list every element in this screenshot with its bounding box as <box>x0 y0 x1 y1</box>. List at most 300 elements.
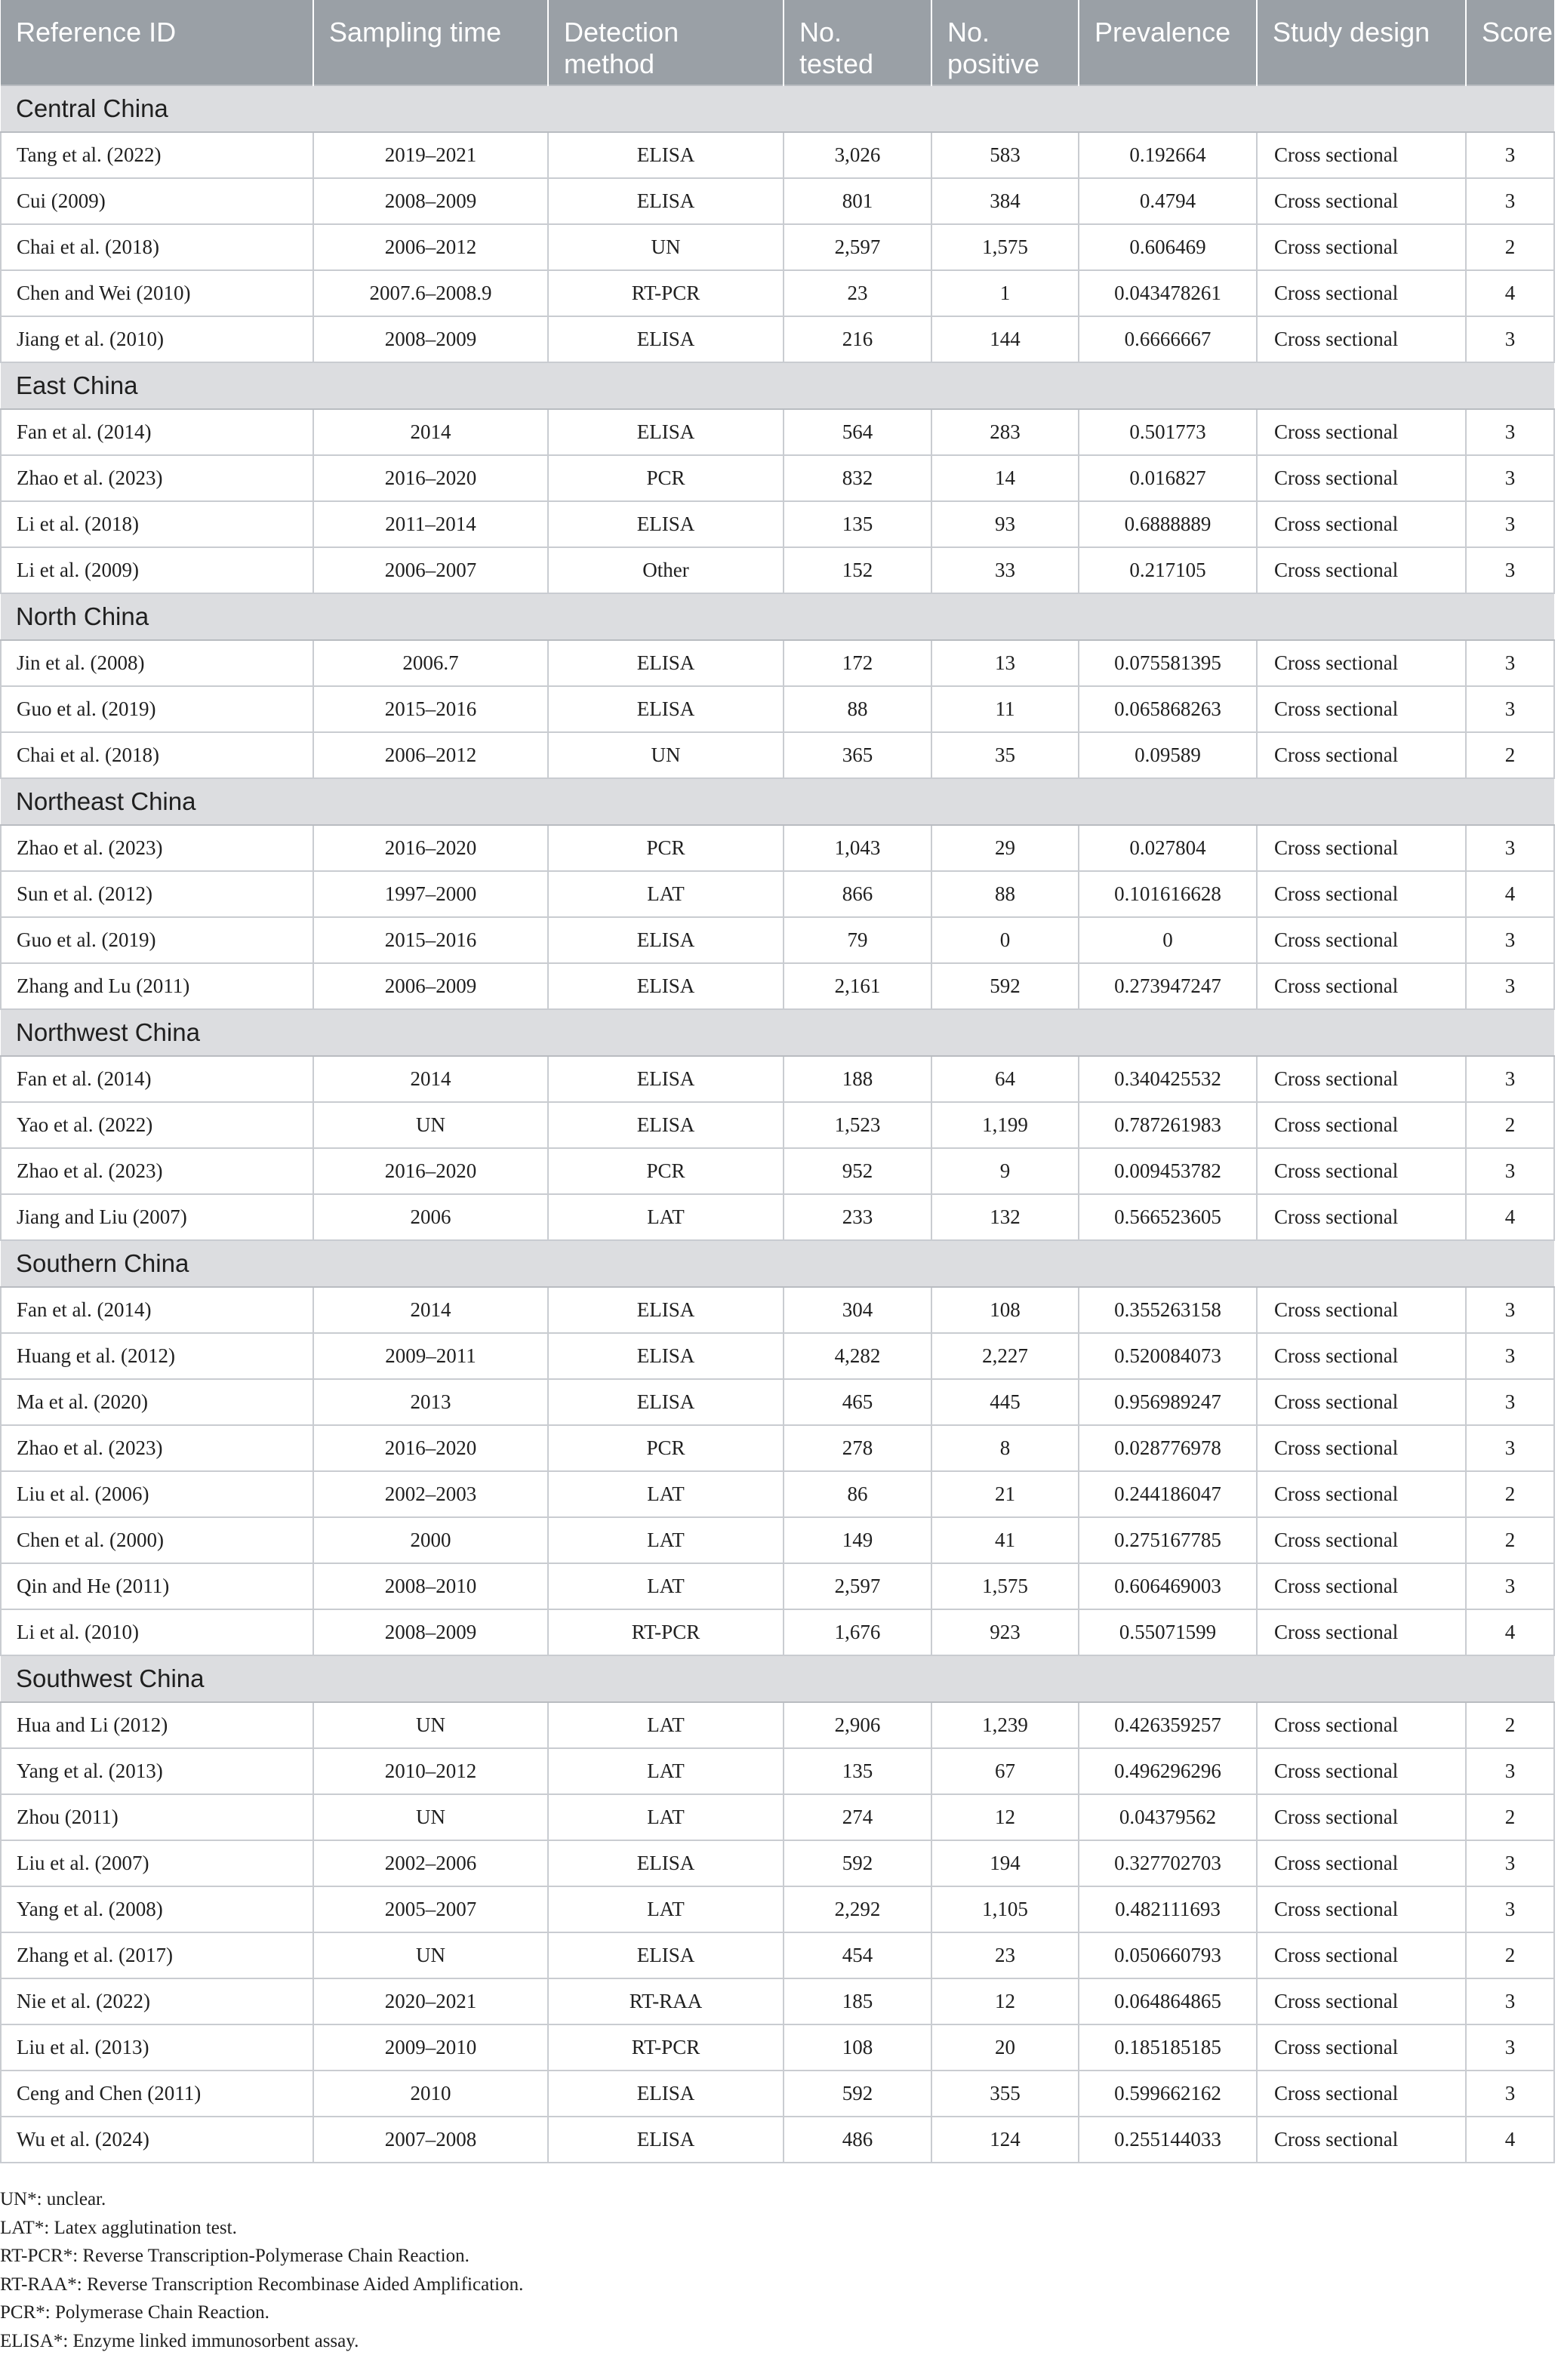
cell-study-design: Cross sectional <box>1257 501 1466 547</box>
cell-sampling-time: 2006.7 <box>313 640 548 686</box>
cell-study-design: Cross sectional <box>1257 686 1466 732</box>
cell-sampling-time: 2008–2010 <box>313 1563 548 1609</box>
region-label: Central China <box>1 85 1554 132</box>
cell-no-tested: 88 <box>784 686 931 732</box>
footnote: LAT*: Latex agglutination test. <box>0 2217 237 2238</box>
cell-no-tested: 274 <box>784 1794 931 1840</box>
footnote: RT-PCR*: Reverse Transcription-Polymerase Chain Reaction. <box>0 2246 470 2267</box>
cell-study-design: Cross sectional <box>1257 1886 1466 1932</box>
cell-prevalence: 0.327702703 <box>1079 1840 1257 1886</box>
cell-no-positive: 88 <box>931 871 1079 917</box>
cell-no-tested: 952 <box>784 1148 931 1194</box>
cell-prevalence: 0.787261983 <box>1079 1102 1257 1148</box>
cell-study-design: Cross sectional <box>1257 2024 1466 2071</box>
cell-sampling-time: 2010–2012 <box>313 1748 548 1794</box>
cell-no-positive: 20 <box>931 2024 1079 2071</box>
cell-prevalence: 0.520084073 <box>1079 1333 1257 1379</box>
cell-prevalence: 0.6666667 <box>1079 316 1257 362</box>
footnote: PCR*: Polymerase Chain Reaction. <box>0 2302 269 2323</box>
cell-prevalence: 0.496296296 <box>1079 1748 1257 1794</box>
cell-no-tested: 216 <box>784 316 931 362</box>
cell-study-design: Cross sectional <box>1257 1932 1466 1978</box>
cell-sampling-time: 2016–2020 <box>313 1425 548 1471</box>
cell-score: 3 <box>1466 1287 1554 1333</box>
cell-detection-method: ELISA <box>548 2071 784 2117</box>
cell-no-tested: 2,597 <box>784 224 931 270</box>
cell-detection-method: LAT <box>548 1886 784 1932</box>
cell-sampling-time: 2011–2014 <box>313 501 548 547</box>
cell-detection-method: ELISA <box>548 1840 784 1886</box>
cell-reference-id: Zhang and Lu (2011) <box>1 963 313 1009</box>
table-row <box>1 963 1554 1009</box>
table-row <box>1 409 1554 455</box>
cell-no-positive: 9 <box>931 1148 1079 1194</box>
cell-sampling-time: UN <box>313 1702 548 1748</box>
cell-no-positive: 923 <box>931 1609 1079 1655</box>
cell-detection-method: RT-PCR <box>548 270 784 316</box>
cell-sampling-time: 2008–2009 <box>313 178 548 224</box>
cell-no-positive: 108 <box>931 1287 1079 1333</box>
cell-sampling-time: 2009–2011 <box>313 1333 548 1379</box>
cell-reference-id: Fan et al. (2014) <box>1 1056 313 1102</box>
cell-no-tested: 486 <box>784 2117 931 2163</box>
cell-study-design: Cross sectional <box>1257 2117 1466 2163</box>
cell-study-design: Cross sectional <box>1257 825 1466 871</box>
cell-sampling-time: 2002–2006 <box>313 1840 548 1886</box>
cell-prevalence: 0 <box>1079 917 1257 963</box>
table-row <box>1 1148 1554 1194</box>
cell-prevalence: 0.027804 <box>1079 825 1257 871</box>
cell-study-design: Cross sectional <box>1257 547 1466 593</box>
cell-reference-id: Zhao et al. (2023) <box>1 455 313 501</box>
cell-no-tested: 1,043 <box>784 825 931 871</box>
cell-sampling-time: 2016–2020 <box>313 1148 548 1194</box>
cell-no-positive: 93 <box>931 501 1079 547</box>
cell-detection-method: LAT <box>548 1794 784 1840</box>
cell-sampling-time: 2015–2016 <box>313 917 548 963</box>
cell-no-positive: 1,199 <box>931 1102 1079 1148</box>
cell-study-design: Cross sectional <box>1257 1840 1466 1886</box>
cell-score: 3 <box>1466 1425 1554 1471</box>
cell-no-positive: 29 <box>931 825 1079 871</box>
cell-sampling-time: 2006–2012 <box>313 732 548 778</box>
table-row <box>1 224 1554 270</box>
cell-sampling-time: 1997–2000 <box>313 871 548 917</box>
cell-detection-method: ELISA <box>548 1932 784 1978</box>
table-row <box>1 1886 1554 1932</box>
cell-prevalence: 0.501773 <box>1079 409 1257 455</box>
cell-no-tested: 2,597 <box>784 1563 931 1609</box>
cell-reference-id: Tang et al. (2022) <box>1 132 313 178</box>
cell-no-positive: 445 <box>931 1379 1079 1425</box>
region-label: East China <box>1 362 1554 409</box>
cell-prevalence: 0.075581395 <box>1079 640 1257 686</box>
cell-score: 4 <box>1466 270 1554 316</box>
cell-study-design: Cross sectional <box>1257 409 1466 455</box>
table-row <box>1 1563 1554 1609</box>
cell-no-positive: 283 <box>931 409 1079 455</box>
region-group-row <box>1 593 1554 640</box>
cell-sampling-time: 2019–2021 <box>313 132 548 178</box>
cell-score: 3 <box>1466 2024 1554 2071</box>
cell-prevalence: 0.016827 <box>1079 455 1257 501</box>
table-row <box>1 1102 1554 1148</box>
header-row <box>1 0 1554 85</box>
cell-no-tested: 1,676 <box>784 1609 931 1655</box>
cell-detection-method: UN <box>548 732 784 778</box>
cell-study-design: Cross sectional <box>1257 1978 1466 2024</box>
cell-sampling-time: 2010 <box>313 2071 548 2117</box>
cell-reference-id: Wu et al. (2024) <box>1 2117 313 2163</box>
cell-reference-id: Jin et al. (2008) <box>1 640 313 686</box>
cell-sampling-time: 2014 <box>313 1287 548 1333</box>
cell-prevalence: 0.275167785 <box>1079 1517 1257 1563</box>
cell-prevalence: 0.6888889 <box>1079 501 1257 547</box>
cell-reference-id: Chai et al. (2018) <box>1 732 313 778</box>
cell-study-design: Cross sectional <box>1257 1333 1466 1379</box>
table-row <box>1 270 1554 316</box>
cell-detection-method: RT-PCR <box>548 2024 784 2071</box>
cell-no-positive: 21 <box>931 1471 1079 1517</box>
cell-no-positive: 124 <box>931 2117 1079 2163</box>
cell-detection-method: ELISA <box>548 178 784 224</box>
cell-no-tested: 3,026 <box>784 132 931 178</box>
cell-detection-method: LAT <box>548 871 784 917</box>
cell-prevalence: 0.606469 <box>1079 224 1257 270</box>
cell-score: 3 <box>1466 316 1554 362</box>
cell-reference-id: Yang et al. (2013) <box>1 1748 313 1794</box>
cell-score: 3 <box>1466 1056 1554 1102</box>
table-row <box>1 2024 1554 2071</box>
table-row <box>1 1978 1554 2024</box>
cell-study-design: Cross sectional <box>1257 1517 1466 1563</box>
cell-study-design: Cross sectional <box>1257 178 1466 224</box>
cell-no-positive: 1,239 <box>931 1702 1079 1748</box>
cell-reference-id: Chai et al. (2018) <box>1 224 313 270</box>
cell-reference-id: Liu et al. (2006) <box>1 1471 313 1517</box>
table-row <box>1 316 1554 362</box>
cell-detection-method: ELISA <box>548 1379 784 1425</box>
cell-study-design: Cross sectional <box>1257 1748 1466 1794</box>
cell-score: 3 <box>1466 455 1554 501</box>
cell-score: 4 <box>1466 2117 1554 2163</box>
cell-prevalence: 0.426359257 <box>1079 1702 1257 1748</box>
cell-detection-method: ELISA <box>548 132 784 178</box>
cell-study-design: Cross sectional <box>1257 270 1466 316</box>
table-row <box>1 1609 1554 1655</box>
cell-reference-id: Fan et al. (2014) <box>1 1287 313 1333</box>
cell-score: 3 <box>1466 1148 1554 1194</box>
cell-study-design: Cross sectional <box>1257 1702 1466 1748</box>
cell-reference-id: Liu et al. (2013) <box>1 2024 313 2071</box>
cell-sampling-time: 2008–2009 <box>313 1609 548 1655</box>
cell-study-design: Cross sectional <box>1257 1794 1466 1840</box>
cell-sampling-time: 2000 <box>313 1517 548 1563</box>
cell-sampling-time: 2007–2008 <box>313 2117 548 2163</box>
cell-sampling-time: UN <box>313 1102 548 1148</box>
region-group-row <box>1 85 1554 132</box>
cell-score: 3 <box>1466 409 1554 455</box>
cell-no-tested: 454 <box>784 1932 931 1978</box>
column-header-no-positive: No. positive <box>931 0 1079 85</box>
cell-study-design: Cross sectional <box>1257 917 1466 963</box>
cell-no-positive: 12 <box>931 1978 1079 2024</box>
cell-no-tested: 592 <box>784 2071 931 2117</box>
cell-prevalence: 0.482111693 <box>1079 1886 1257 1932</box>
cell-prevalence: 0.050660793 <box>1079 1932 1257 1978</box>
cell-detection-method: ELISA <box>548 316 784 362</box>
cell-no-tested: 2,906 <box>784 1702 931 1748</box>
cell-prevalence: 0.355263158 <box>1079 1287 1257 1333</box>
cell-sampling-time: 2016–2020 <box>313 825 548 871</box>
cell-study-design: Cross sectional <box>1257 1102 1466 1148</box>
footnote: RT-RAA*: Reverse Transcription Recombinase Aided Amplification. <box>0 2274 524 2295</box>
cell-detection-method: RT-PCR <box>548 1609 784 1655</box>
cell-reference-id: Liu et al. (2007) <box>1 1840 313 1886</box>
cell-no-tested: 86 <box>784 1471 931 1517</box>
cell-prevalence: 0.043478261 <box>1079 270 1257 316</box>
cell-prevalence: 0.273947247 <box>1079 963 1257 1009</box>
cell-reference-id: Zhao et al. (2023) <box>1 1425 313 1471</box>
cell-score: 3 <box>1466 686 1554 732</box>
cell-study-design: Cross sectional <box>1257 316 1466 362</box>
region-label: Northeast China <box>1 778 1554 825</box>
cell-reference-id: Cui (2009) <box>1 178 313 224</box>
table-row <box>1 1471 1554 1517</box>
table-row <box>1 1517 1554 1563</box>
table-row <box>1 132 1554 178</box>
cell-detection-method: ELISA <box>548 1102 784 1148</box>
cell-detection-method: LAT <box>548 1194 784 1240</box>
cell-prevalence: 0.217105 <box>1079 547 1257 593</box>
cell-reference-id: Zhang et al. (2017) <box>1 1932 313 1978</box>
cell-reference-id: Jiang and Liu (2007) <box>1 1194 313 1240</box>
table-row <box>1 501 1554 547</box>
cell-no-positive: 0 <box>931 917 1079 963</box>
cell-score: 3 <box>1466 1840 1554 1886</box>
cell-no-positive: 592 <box>931 963 1079 1009</box>
cell-detection-method: PCR <box>548 1425 784 1471</box>
cell-study-design: Cross sectional <box>1257 455 1466 501</box>
cell-detection-method: PCR <box>548 455 784 501</box>
cell-detection-method: ELISA <box>548 1287 784 1333</box>
cell-score: 3 <box>1466 1379 1554 1425</box>
cell-score: 3 <box>1466 1563 1554 1609</box>
cell-score: 3 <box>1466 917 1554 963</box>
cell-no-tested: 149 <box>784 1517 931 1563</box>
cell-no-positive: 33 <box>931 547 1079 593</box>
table-row <box>1 640 1554 686</box>
cell-no-positive: 144 <box>931 316 1079 362</box>
table-row <box>1 1794 1554 1840</box>
cell-reference-id: Zhao et al. (2023) <box>1 825 313 871</box>
cell-score: 3 <box>1466 1886 1554 1932</box>
cell-prevalence: 0.606469003 <box>1079 1563 1257 1609</box>
table-row <box>1 1748 1554 1794</box>
cell-study-design: Cross sectional <box>1257 1563 1466 1609</box>
cell-score: 3 <box>1466 640 1554 686</box>
footnote: UN*: unclear. <box>0 2189 106 2209</box>
cell-no-positive: 355 <box>931 2071 1079 2117</box>
cell-detection-method: ELISA <box>548 1333 784 1379</box>
cell-detection-method: UN <box>548 224 784 270</box>
region-group-row <box>1 778 1554 825</box>
cell-no-positive: 1,105 <box>931 1886 1079 1932</box>
cell-score: 4 <box>1466 871 1554 917</box>
cell-sampling-time: 2014 <box>313 409 548 455</box>
cell-reference-id: Sun et al. (2012) <box>1 871 313 917</box>
cell-prevalence: 0.09589 <box>1079 732 1257 778</box>
cell-no-tested: 2,161 <box>784 963 931 1009</box>
cell-prevalence: 0.009453782 <box>1079 1148 1257 1194</box>
cell-no-positive: 13 <box>931 640 1079 686</box>
cell-no-tested: 564 <box>784 409 931 455</box>
footnotes <box>0 2185 523 2356</box>
cell-sampling-time: 2016–2020 <box>313 455 548 501</box>
cell-detection-method: ELISA <box>548 963 784 1009</box>
cell-detection-method: LAT <box>548 1748 784 1794</box>
cell-detection-method: ELISA <box>548 686 784 732</box>
cell-study-design: Cross sectional <box>1257 1609 1466 1655</box>
column-header-prevalence: Prevalence <box>1079 0 1257 85</box>
cell-reference-id: Ceng and Chen (2011) <box>1 2071 313 2117</box>
cell-study-design: Cross sectional <box>1257 963 1466 1009</box>
cell-reference-id: Yang et al. (2008) <box>1 1886 313 1932</box>
footnote: ELISA*: Enzyme linked immunosorbent assay. <box>0 2330 359 2351</box>
cell-prevalence: 0.255144033 <box>1079 2117 1257 2163</box>
cell-reference-id: Ma et al. (2020) <box>1 1379 313 1425</box>
cell-no-tested: 152 <box>784 547 931 593</box>
cell-no-tested: 4,282 <box>784 1333 931 1379</box>
cell-no-tested: 465 <box>784 1379 931 1425</box>
cell-detection-method: ELISA <box>548 917 784 963</box>
cell-score: 2 <box>1466 1471 1554 1517</box>
table-row <box>1 1194 1554 1240</box>
cell-score: 2 <box>1466 1932 1554 1978</box>
cell-no-positive: 23 <box>931 1932 1079 1978</box>
cell-prevalence: 0.04379562 <box>1079 1794 1257 1840</box>
cell-sampling-time: 2002–2003 <box>313 1471 548 1517</box>
cell-no-tested: 172 <box>784 640 931 686</box>
cell-no-tested: 1,523 <box>784 1102 931 1148</box>
cell-detection-method: LAT <box>548 1517 784 1563</box>
table-row <box>1 2117 1554 2163</box>
cell-reference-id: Chen et al. (2000) <box>1 1517 313 1563</box>
cell-study-design: Cross sectional <box>1257 1148 1466 1194</box>
cell-reference-id: Nie et al. (2022) <box>1 1978 313 2024</box>
cell-prevalence: 0.192664 <box>1079 132 1257 178</box>
cell-reference-id: Chen and Wei (2010) <box>1 270 313 316</box>
cell-sampling-time: 2008–2009 <box>313 316 548 362</box>
cell-no-tested: 188 <box>784 1056 931 1102</box>
table-row <box>1 1056 1554 1102</box>
cell-study-design: Cross sectional <box>1257 2071 1466 2117</box>
cell-no-positive: 132 <box>931 1194 1079 1240</box>
column-header-no-tested: No. tested <box>784 0 931 85</box>
cell-score: 4 <box>1466 1194 1554 1240</box>
table-row <box>1 1425 1554 1471</box>
cell-prevalence: 0.065868263 <box>1079 686 1257 732</box>
cell-study-design: Cross sectional <box>1257 1379 1466 1425</box>
cell-sampling-time: 2006–2009 <box>313 963 548 1009</box>
table-row <box>1 1702 1554 1748</box>
cell-prevalence: 0.55071599 <box>1079 1609 1257 1655</box>
region-group-row <box>1 1009 1554 1056</box>
cell-no-positive: 1,575 <box>931 224 1079 270</box>
cell-score: 3 <box>1466 963 1554 1009</box>
cell-prevalence: 0.101616628 <box>1079 871 1257 917</box>
region-group-row <box>1 362 1554 409</box>
cell-study-design: Cross sectional <box>1257 1056 1466 1102</box>
cell-score: 3 <box>1466 501 1554 547</box>
table-row <box>1 1840 1554 1886</box>
cell-detection-method: PCR <box>548 1148 784 1194</box>
cell-no-tested: 801 <box>784 178 931 224</box>
cell-sampling-time: 2014 <box>313 1056 548 1102</box>
cell-score: 3 <box>1466 1333 1554 1379</box>
cell-detection-method: LAT <box>548 1471 784 1517</box>
cell-prevalence: 0.064864865 <box>1079 1978 1257 2024</box>
cell-reference-id: Qin and He (2011) <box>1 1563 313 1609</box>
cell-study-design: Cross sectional <box>1257 1425 1466 1471</box>
cell-score: 3 <box>1466 1748 1554 1794</box>
cell-no-tested: 135 <box>784 501 931 547</box>
cell-reference-id: Fan et al. (2014) <box>1 409 313 455</box>
table-row <box>1 825 1554 871</box>
cell-sampling-time: 2007.6–2008.9 <box>313 270 548 316</box>
cell-no-positive: 583 <box>931 132 1079 178</box>
cell-no-positive: 12 <box>931 1794 1079 1840</box>
cell-detection-method: RT-RAA <box>548 1978 784 2024</box>
cell-reference-id: Huang et al. (2012) <box>1 1333 313 1379</box>
cell-detection-method: ELISA <box>548 1056 784 1102</box>
cell-reference-id: Li et al. (2010) <box>1 1609 313 1655</box>
table-row <box>1 686 1554 732</box>
cell-detection-method: PCR <box>548 825 784 871</box>
cell-detection-method: ELISA <box>548 2117 784 2163</box>
cell-no-positive: 11 <box>931 686 1079 732</box>
table-row <box>1 917 1554 963</box>
column-header-detection-method: Detection method <box>548 0 784 85</box>
cell-detection-method: ELISA <box>548 640 784 686</box>
cell-no-tested: 866 <box>784 871 931 917</box>
cell-detection-method: ELISA <box>548 501 784 547</box>
table-row <box>1 1379 1554 1425</box>
cell-prevalence: 0.244186047 <box>1079 1471 1257 1517</box>
cell-no-tested: 108 <box>784 2024 931 2071</box>
cell-score: 2 <box>1466 224 1554 270</box>
table-row <box>1 1287 1554 1333</box>
cell-sampling-time: 2020–2021 <box>313 1978 548 2024</box>
table-row <box>1 1932 1554 1978</box>
cell-study-design: Cross sectional <box>1257 871 1466 917</box>
cell-reference-id: Li et al. (2009) <box>1 547 313 593</box>
cell-reference-id: Li et al. (2018) <box>1 501 313 547</box>
cell-study-design: Cross sectional <box>1257 1471 1466 1517</box>
cell-study-design: Cross sectional <box>1257 640 1466 686</box>
cell-no-tested: 2,292 <box>784 1886 931 1932</box>
cell-score: 3 <box>1466 2071 1554 2117</box>
table-row <box>1 455 1554 501</box>
cell-prevalence: 0.956989247 <box>1079 1379 1257 1425</box>
cell-reference-id: Guo et al. (2019) <box>1 917 313 963</box>
cell-no-positive: 2,227 <box>931 1333 1079 1379</box>
column-header-sampling-time: Sampling time <box>313 0 548 85</box>
cell-detection-method: Other <box>548 547 784 593</box>
cell-no-tested: 592 <box>784 1840 931 1886</box>
cell-no-positive: 384 <box>931 178 1079 224</box>
cell-no-tested: 233 <box>784 1194 931 1240</box>
